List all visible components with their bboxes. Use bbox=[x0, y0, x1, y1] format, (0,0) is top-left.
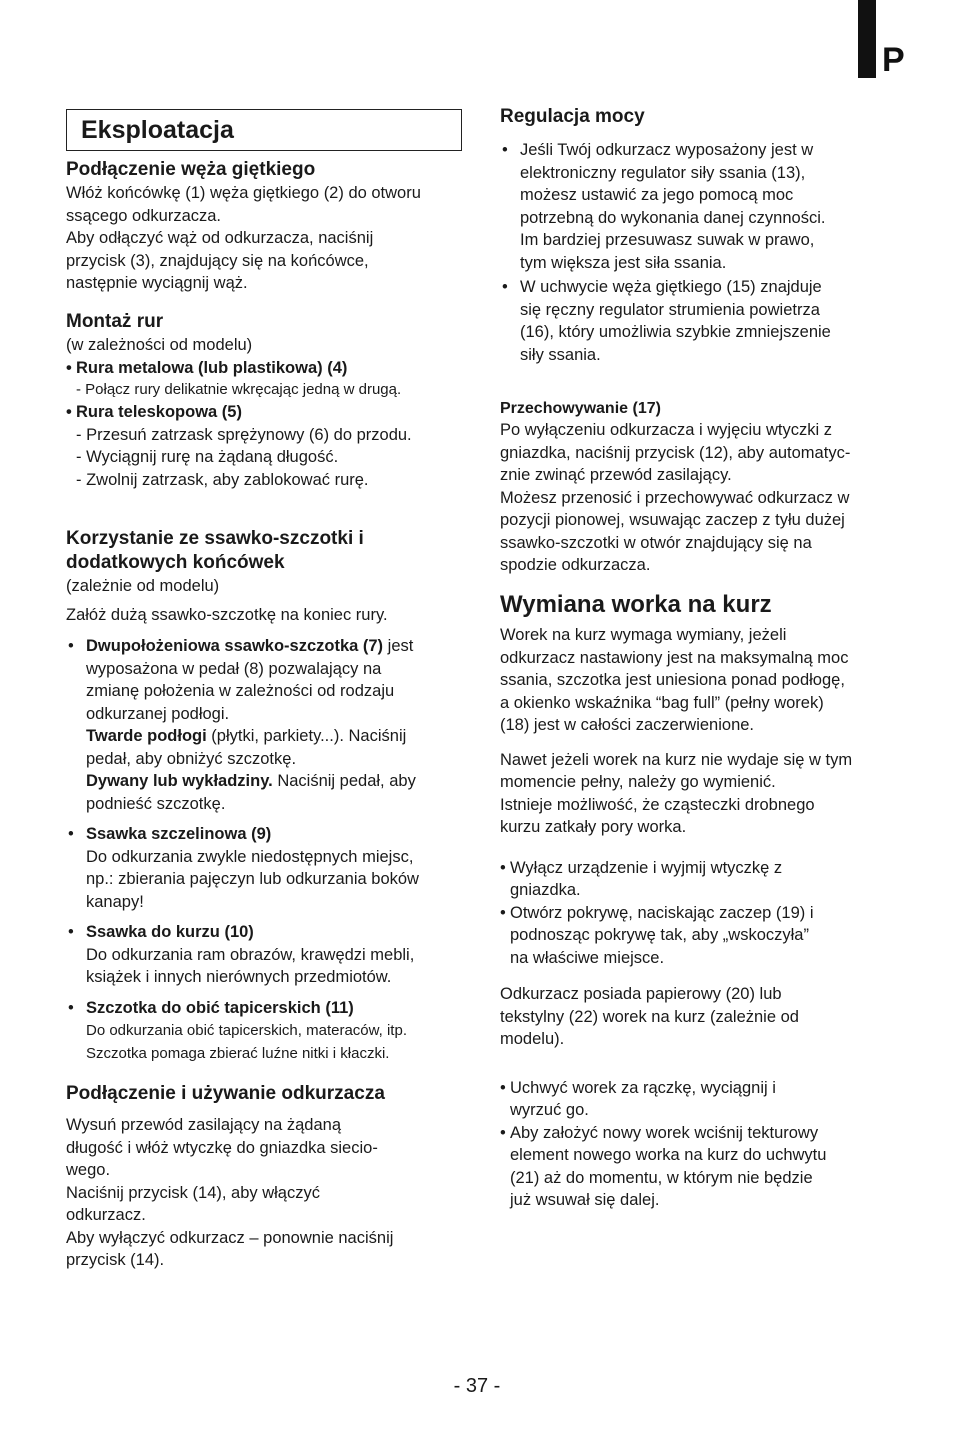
language-tab-bar bbox=[858, 0, 876, 78]
power-heading: Regulacja mocy bbox=[500, 106, 645, 127]
item-text: możesz ustawić za jego pomocą moc bbox=[520, 186, 794, 204]
bag-section bbox=[500, 590, 910, 1212]
item-text: Do odkurzania ram obrazów, krawędzi mebli, bbox=[86, 945, 415, 964]
tubes-section bbox=[66, 310, 476, 491]
language-tab-letter: P bbox=[882, 41, 905, 79]
item-text: np.: zbierania pajęczyn lub odkurzania boków bbox=[86, 870, 419, 888]
text-line: Nawet jeżeli worek na kurz nie wydaje się w tym bbox=[500, 750, 853, 769]
list-item: • Rura teleskopowa (5) bbox=[66, 401, 476, 424]
item-text: Aby założyć nowy worek wciśnij tekturowy bbox=[510, 1123, 819, 1142]
item-text: książek i innych nierównych przedmiotów. bbox=[86, 968, 392, 986]
hose-heading: Podłączenie węża giętkiego bbox=[66, 159, 316, 180]
item-text: Wyłącz urządzenie i wyjmij wtyczkę z bbox=[510, 858, 783, 877]
text-line: Wysuń przewód zasilający na żądaną bbox=[66, 1116, 341, 1134]
text-line: znie zwinąć przewód zasilający. bbox=[500, 466, 732, 484]
use-section bbox=[66, 1082, 476, 1272]
item-title: Ssawka do kurzu (10) bbox=[86, 923, 254, 941]
text-line: przycisk (3), znajdujący się na końcówce, bbox=[66, 251, 369, 270]
list-item bbox=[500, 902, 910, 970]
heading-line: Korzystanie ze ssawko-szczotki i bbox=[66, 528, 364, 549]
list-item bbox=[500, 1077, 910, 1122]
list-item bbox=[500, 139, 910, 274]
item-text: odkurzanej podłogi. bbox=[86, 704, 230, 723]
bag-heading: Wymiana worka na kurz bbox=[500, 591, 772, 618]
item-text: Do odkurzania zwykle niedostępnych miejsc, bbox=[86, 847, 414, 866]
list-item bbox=[66, 921, 476, 989]
use-heading: Podłączenie i używanie odkurzacza bbox=[66, 1083, 385, 1104]
item-text: Im bardziej przesuwasz suwak w prawo, bbox=[520, 231, 815, 249]
text-line: Aby wyłączyć odkurzacz – ponownie naciśnij bbox=[66, 1228, 394, 1247]
text-line: wego. bbox=[66, 1161, 111, 1179]
item-text: na właściwe miejsce. bbox=[510, 948, 665, 967]
hose-section bbox=[66, 158, 476, 295]
list-item bbox=[500, 276, 910, 366]
section-title-box: Eksploatacja bbox=[66, 109, 462, 151]
list-item: • Rura metalowa (lub plastikowa) (4) bbox=[66, 357, 476, 380]
list-item bbox=[66, 635, 476, 815]
item-title: Ssawka szczelinowa (9) bbox=[86, 825, 272, 843]
item-text: jest bbox=[383, 637, 414, 655]
hose-text bbox=[66, 182, 476, 295]
item-text: Szczotka pomaga zbierać luźne nitki i kłaczki. bbox=[86, 1045, 390, 1062]
brush-intro: Załóż dużą ssawko-szczotkę na koniec rury. bbox=[66, 605, 388, 624]
storage-heading: Przechowywanie (17) bbox=[500, 400, 661, 417]
item-text: (21) aż do momentu, w którym nie będzie bbox=[510, 1168, 813, 1187]
text-line: Worek na kurz wymaga wymiany, jeżeli bbox=[500, 626, 787, 644]
text-line: odkurzacz nastawiony jest na maksymalną moc bbox=[500, 648, 849, 667]
item-text: Do odkurzania obić tapicerskich, materaców, itp. bbox=[86, 1022, 407, 1039]
text-line: (18) jest w całości zaczerwienione. bbox=[500, 716, 755, 734]
text-line: ssącego odkurzacza. bbox=[66, 206, 222, 225]
text-line: Po wyłączeniu odkurzacza i wyjęciu wtyczki z bbox=[500, 421, 832, 439]
item-text: tym większa jest siła ssania. bbox=[520, 253, 727, 272]
item-text: kanapy! bbox=[86, 892, 144, 911]
brush-heading bbox=[66, 527, 476, 575]
item-text: potrzebną do wykonania danej czynności. bbox=[520, 208, 826, 227]
brush-note: (zależnie od modelu) bbox=[66, 577, 220, 595]
list-item bbox=[500, 857, 910, 902]
list-item: - Połącz rury delikatnie wkręcając jedną w drugą. bbox=[76, 381, 402, 398]
power-section bbox=[500, 105, 910, 366]
item-text: wyposażona w pedał (8) pozwalający na bbox=[86, 659, 382, 678]
brush-section bbox=[66, 527, 476, 1065]
text-line: odkurzacz. bbox=[66, 1206, 146, 1224]
item-text: podnieść szczotkę. bbox=[86, 794, 226, 813]
item-text: (płytki, parkiety...). Naciśnij bbox=[206, 727, 407, 745]
text-line: Istnieje możliwość, że cząsteczki drobnego bbox=[500, 795, 815, 814]
text-line: Możesz przenosić i przechowywać odkurzacz w bbox=[500, 488, 850, 507]
item-text: podnosząc pokrywę tak, aby „wskoczyła” bbox=[510, 926, 809, 944]
text-line: a okienko wskaźnika “bag full” (pełny worek) bbox=[500, 693, 824, 712]
item-text: wyrzuć go. bbox=[510, 1101, 589, 1119]
text-line: tekstylny (22) worek na kurz (zależnie od bbox=[500, 1007, 799, 1026]
item-text: siły ssania. bbox=[520, 345, 601, 364]
item-text: Naciśnij pedał, aby bbox=[272, 772, 416, 790]
item-text: zmianę położenia w zależności od rodzaju bbox=[86, 682, 395, 700]
text-line: momencie pełny, należy go wymienić. bbox=[500, 773, 776, 791]
text-line: Odkurzacz posiada papierowy (20) lub bbox=[500, 985, 782, 1003]
item-text: elektroniczny regulator siły ssania (13), bbox=[520, 163, 806, 182]
item-title: Szczotka do obić tapicerskich (11) bbox=[86, 998, 354, 1017]
item-text: pedał, aby obniżyć szczotkę. bbox=[86, 749, 297, 768]
item-text: gniazdka. bbox=[510, 881, 581, 899]
item-title: Dwupołożeniowa ssawko-szczotka (7) bbox=[86, 637, 384, 655]
item-text: już wsuwał się dalej. bbox=[510, 1191, 660, 1209]
tubes-note: (w zależności od modelu) bbox=[66, 336, 253, 354]
text-line: gniazdka, naciśnij przycisk (12), aby automatyc- bbox=[500, 443, 851, 462]
item-text: Uchwyć worek za rączkę, wyciągnij i bbox=[510, 1078, 776, 1097]
text-line: długość i włóż wtyczkę do gniazdka siecio- bbox=[66, 1138, 378, 1157]
item-text: W uchwycie węża giętkiego (15) znajduje bbox=[520, 278, 822, 296]
item-title: Twarde podłogi bbox=[86, 727, 207, 745]
text-line: Naciśnij przycisk (14), aby włączyć bbox=[66, 1183, 320, 1202]
item-text: (16), który umożliwia szybkie zmniejszenie bbox=[520, 323, 831, 341]
text-line: przycisk (14). bbox=[66, 1251, 165, 1269]
item-text: Otwórz pokrywę, naciskając zaczep (19) i bbox=[510, 903, 814, 922]
list-item: - Zwolnij zatrzask, aby zablokować rurę. bbox=[76, 470, 369, 489]
item-text: element nowego worka na kurz do uchwytu bbox=[510, 1146, 827, 1164]
storage-section bbox=[500, 398, 910, 577]
list-item bbox=[500, 1122, 910, 1212]
text-line: kurzu zatkały pory worka. bbox=[500, 818, 687, 836]
text-line: modelu). bbox=[500, 1030, 565, 1048]
text-line: Aby odłączyć wąż od odkurzacza, naciśnij bbox=[66, 229, 374, 247]
text-line: następnie wyciągnij wąż. bbox=[66, 274, 248, 292]
text-line: Włóż końcówkę (1) węża giętkiego (2) do otworu bbox=[66, 184, 421, 202]
item-text: Jeśli Twój odkurzacz wyposażony jest w bbox=[520, 141, 814, 159]
text-line: pozycji pionowej, wsuwając zaczep z tyłu dużej bbox=[500, 511, 845, 529]
heading-line: dodatkowych końcówek bbox=[66, 552, 285, 573]
list-item bbox=[66, 823, 476, 913]
item-text: się ręczny regulator strumienia powietrza bbox=[520, 300, 820, 319]
list-item: - Przesuń zatrzask sprężynowy (6) do przodu. bbox=[76, 425, 412, 444]
text-line: spodzie odkurzacza. bbox=[500, 556, 651, 574]
item-title: Dywany lub wykładziny. bbox=[86, 772, 273, 790]
list-item bbox=[66, 997, 476, 1066]
text-line: ssania, szczotka jest uniesiona ponad podłogę, bbox=[500, 671, 845, 689]
list-item: - Wyciągnij rurę na żądaną długość. bbox=[76, 448, 339, 466]
text-line: ssawko-szczotki w otwór znajdujący się na bbox=[500, 533, 812, 552]
tubes-heading: Montaż rur bbox=[66, 311, 164, 332]
page-number: - 37 - bbox=[453, 1375, 501, 1397]
